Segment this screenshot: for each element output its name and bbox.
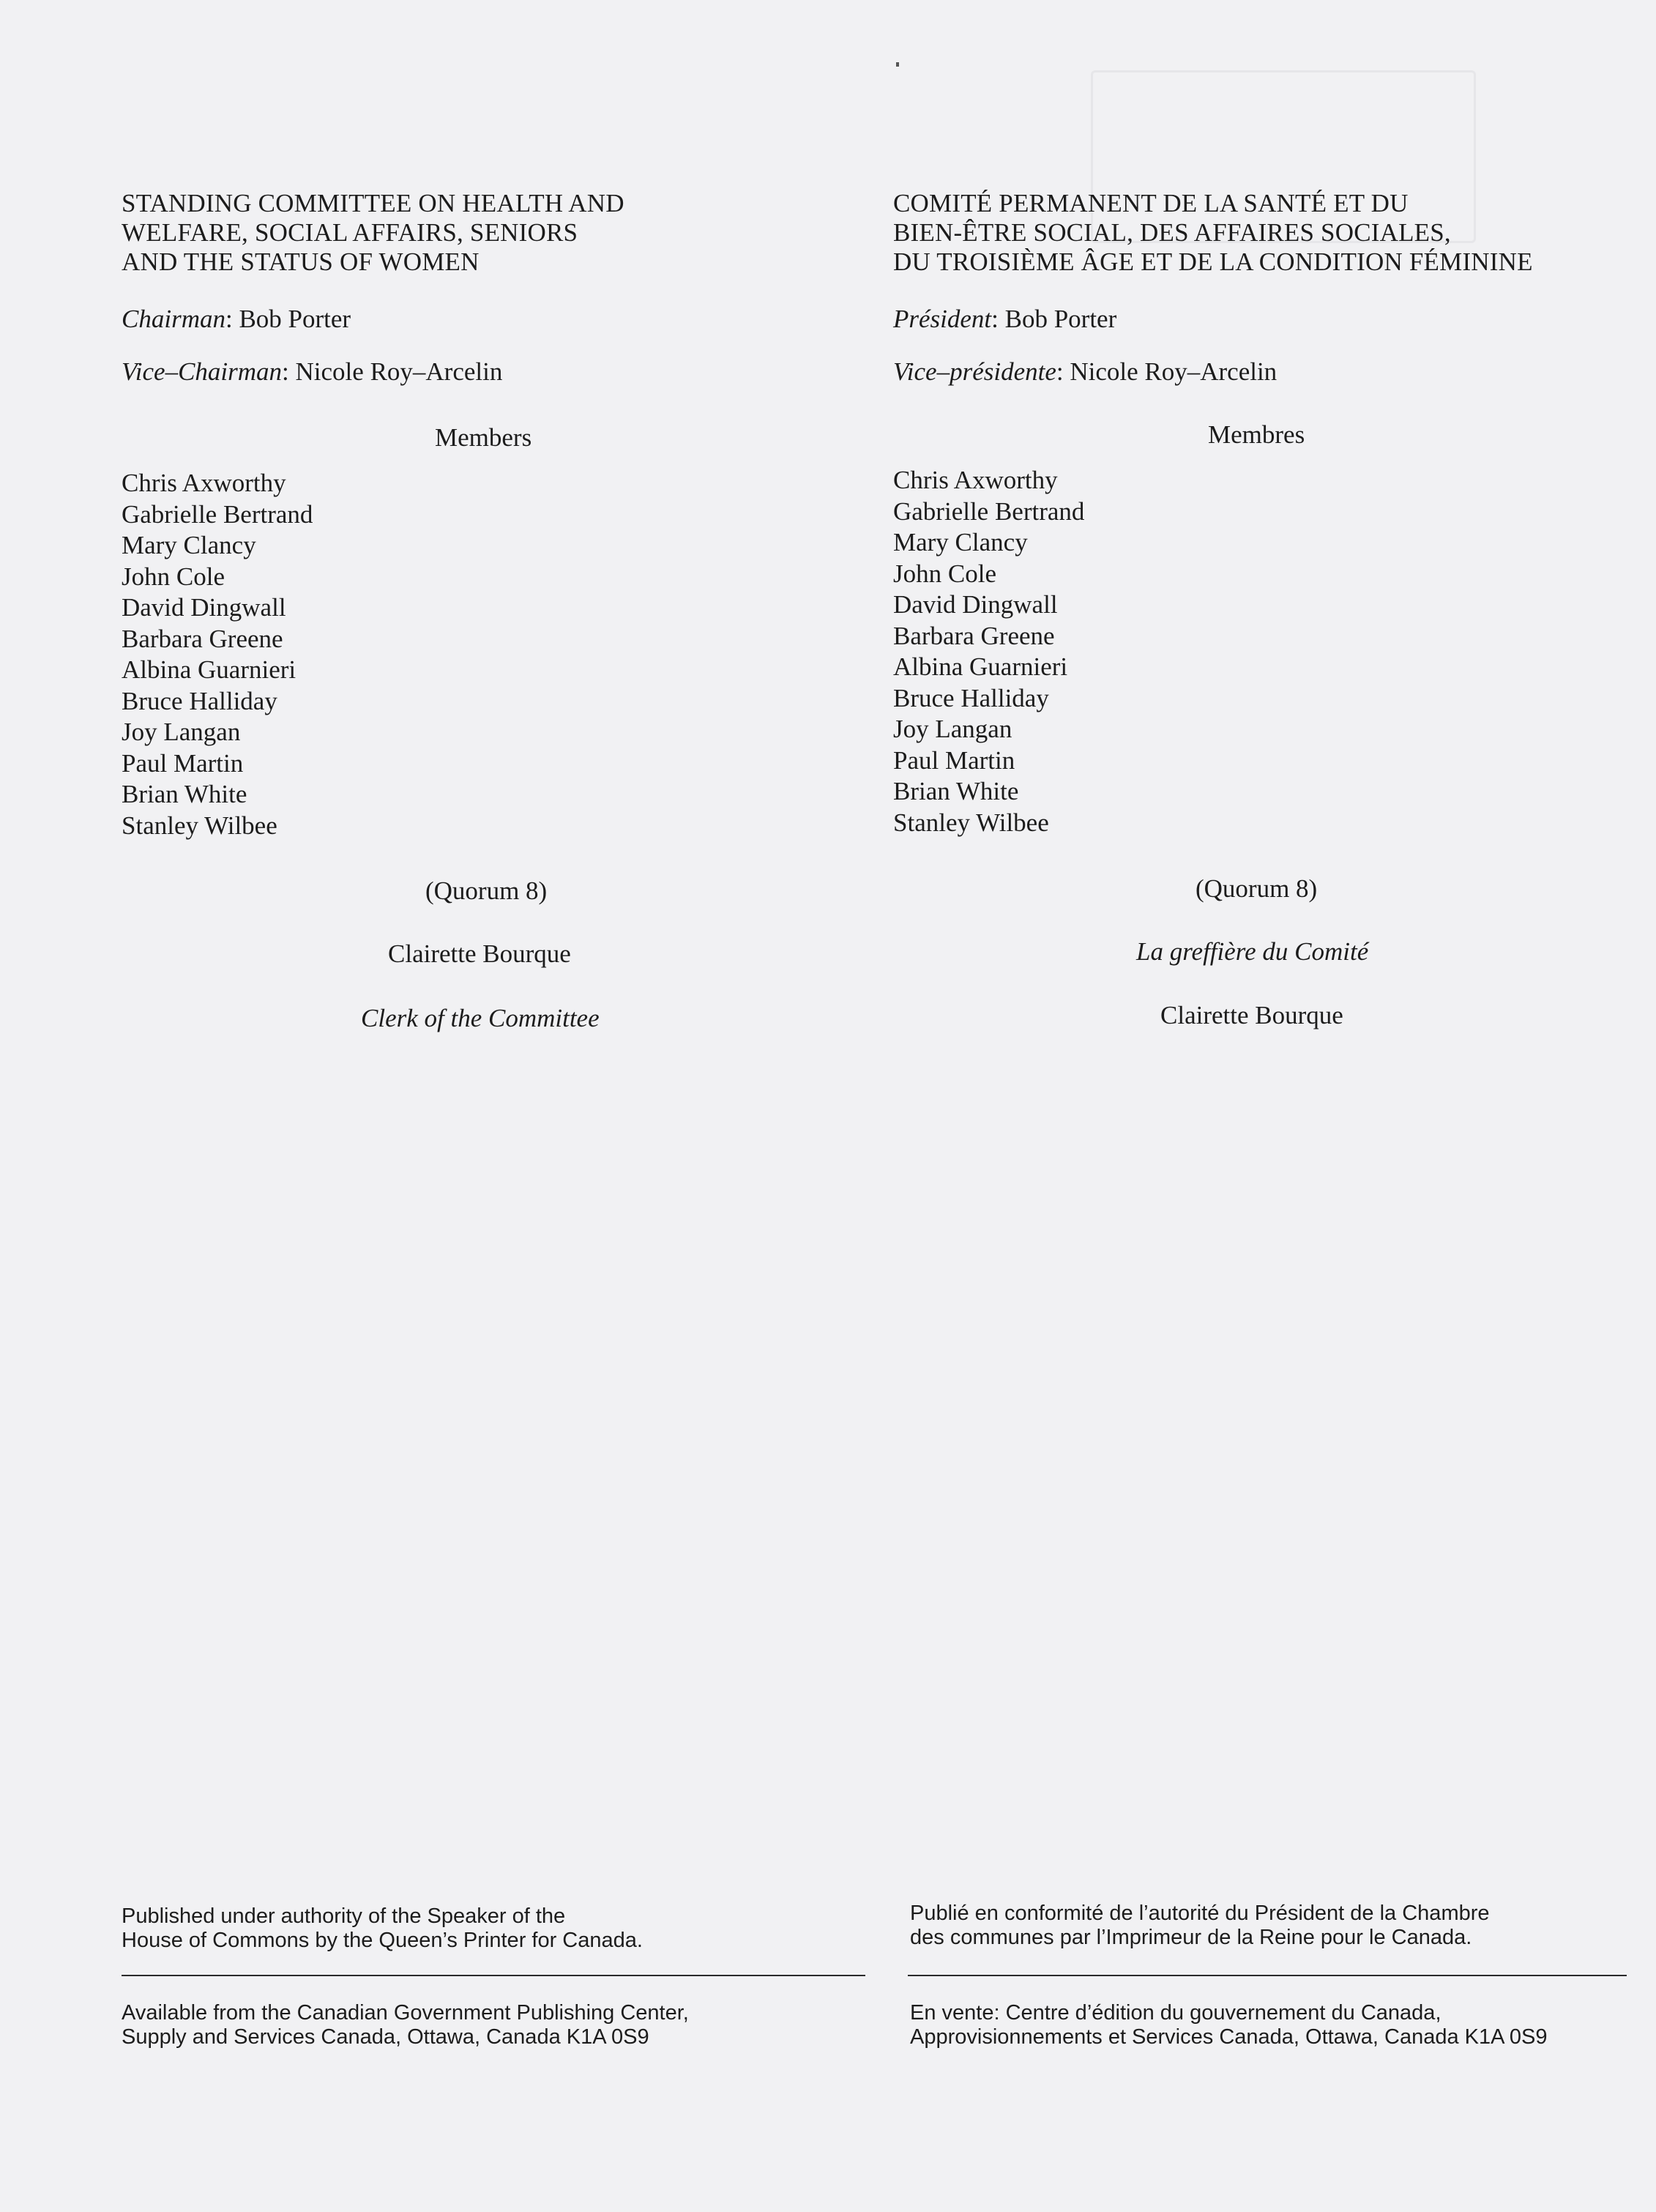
vice-chairman-label: Vice–Chairman (122, 357, 283, 386)
member-name: Gabrielle Bertrand (893, 496, 1085, 526)
french-column (893, 0, 1633, 2212)
member-name: Chris Axworthy (122, 469, 286, 497)
member-name: Paul Martin (893, 745, 1015, 775)
french-members-list (893, 465, 1084, 838)
available-line: Supply and Services Canada, Ottawa, Canada K1A 0S9 (122, 2025, 649, 2049)
english-availability-notice (122, 2001, 689, 2049)
available-line: Available from the Canadian Government Publishing Center, (122, 2001, 689, 2025)
french-footer-divider (908, 1975, 1627, 1976)
member-name: Mary Clancy (122, 531, 256, 559)
chairman-name: : Bob Porter (225, 305, 351, 333)
english-clerk-title: Clerk of the Committee (361, 1004, 600, 1032)
published-line: Publié en conformité de l’autorité du Président de la Chambre (910, 1902, 1490, 1925)
heading-line: STANDING COMMITTEE ON HEALTH AND (122, 189, 624, 217)
member-name: Bruce Halliday (893, 683, 1049, 712)
heading-line: COMITÉ PERMANENT DE LA SANTÉ ET DU (893, 189, 1409, 217)
member-name: Gabrielle Bertrand (122, 499, 313, 529)
french-members-title: Membres (1208, 420, 1305, 449)
published-line: House of Commons by the Queen’s Printer for Canada. (122, 1929, 643, 1952)
french-committee-heading (893, 189, 1533, 277)
heading-line: AND THE STATUS OF WOMEN (122, 247, 480, 276)
president-label: Président (893, 305, 992, 333)
english-chairman (122, 305, 351, 334)
member-name: Stanley Wilbee (893, 808, 1049, 837)
member-name: Barbara Greene (893, 621, 1055, 650)
english-members-title: Members (435, 423, 532, 452)
member-name: Albina Guarnieri (122, 655, 296, 684)
french-published-notice (910, 1902, 1490, 1950)
available-line: En vente: Centre d’édition du gouvernement du Canada, (910, 2001, 1441, 2025)
available-line: Approvisionnements et Services Canada, Ottawa, Canada K1A 0S9 (910, 2025, 1548, 2049)
english-committee-heading (122, 189, 624, 277)
chairman-label: Chairman (122, 305, 225, 333)
vice-chairman-name: : Nicole Roy–Arcelin (282, 357, 503, 386)
member-name: Chris Axworthy (893, 466, 1058, 494)
french-president (893, 305, 1116, 334)
member-name: John Cole (122, 562, 225, 591)
french-clerk-title: La greffière du Comité (1136, 937, 1369, 966)
heading-line: DU TROISIÈME ÂGE ET DE LA CONDITION FÉMININE (893, 247, 1533, 276)
english-footer-divider (122, 1975, 865, 1976)
english-published-notice (122, 1904, 643, 1953)
member-name: David Dingwall (893, 590, 1058, 619)
member-name: Mary Clancy (893, 528, 1028, 556)
english-members-list (122, 468, 313, 841)
english-column (122, 0, 854, 2212)
english-vice-chairman (122, 357, 502, 387)
member-name: Joy Langan (893, 715, 1012, 743)
vice-presidente-label: Vice–présidente (893, 357, 1056, 386)
member-name: Stanley Wilbee (122, 811, 277, 840)
member-name: Joy Langan (122, 718, 241, 746)
member-name: Bruce Halliday (122, 686, 277, 715)
english-quorum: (Quorum 8) (425, 876, 548, 905)
member-name: David Dingwall (122, 593, 286, 622)
member-name: John Cole (893, 559, 996, 588)
president-name: : Bob Porter (991, 305, 1117, 333)
member-name: Brian White (122, 780, 247, 808)
published-line: des communes par l’Imprimeur de la Reine pour le Canada. (910, 1926, 1472, 1949)
heading-line: BIEN-ÊTRE SOCIAL, DES AFFAIRES SOCIALES, (893, 218, 1451, 247)
member-name: Paul Martin (122, 748, 244, 778)
member-name: Albina Guarnieri (893, 652, 1068, 681)
english-clerk-name: Clairette Bourque (388, 939, 571, 968)
heading-line: WELFARE, SOCIAL AFFAIRS, SENIORS (122, 218, 578, 247)
member-name: Barbara Greene (122, 624, 283, 653)
vice-presidente-name: : Nicole Roy–Arcelin (1056, 357, 1278, 386)
french-quorum: (Quorum 8) (1196, 874, 1318, 903)
french-availability-notice (910, 2001, 1548, 2049)
french-clerk-name: Clairette Bourque (1160, 1001, 1343, 1029)
french-vice-presidente (893, 357, 1277, 387)
published-line: Published under authority of the Speaker of the (122, 1904, 566, 1928)
member-name: Brian White (893, 777, 1019, 805)
